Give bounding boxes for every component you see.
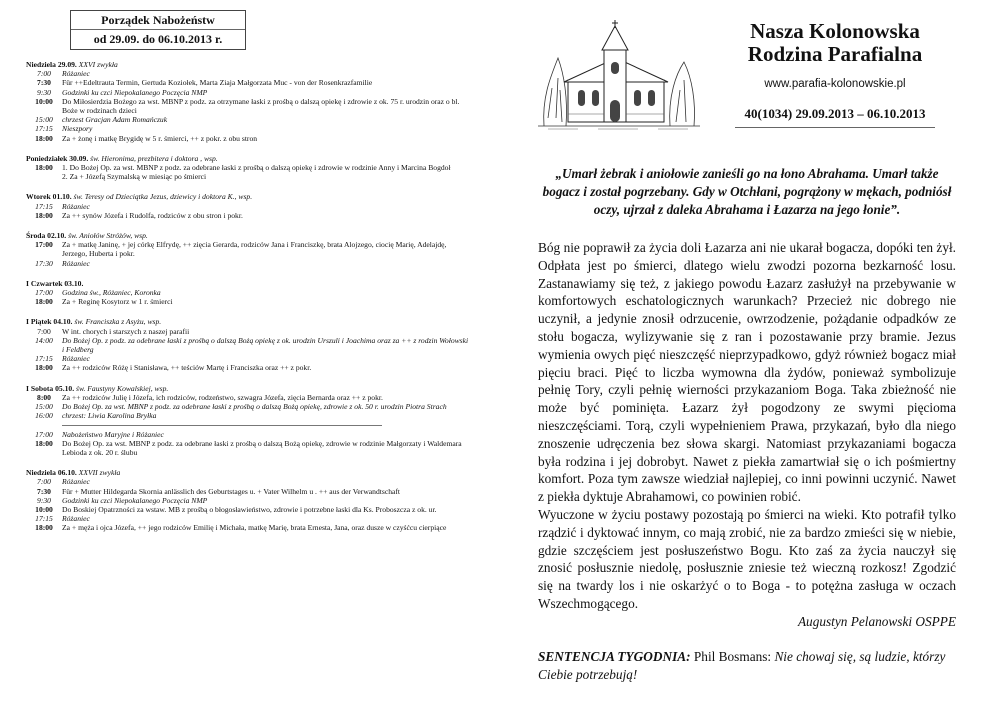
entry-time: 17:15 (35, 124, 53, 134)
bulletin-header (538, 18, 956, 138)
reflection-article (538, 239, 956, 613)
schedule-entry (26, 240, 472, 258)
entry-intention: Godzinki ku czci Niepokalanego Poczęcia NMP (62, 495, 208, 505)
schedule-title: Porządek Nabożeństw (71, 11, 245, 30)
day-header (26, 60, 472, 69)
day-header (26, 231, 472, 240)
schedule-entry (26, 402, 472, 411)
schedule-entry (26, 163, 472, 172)
schedule-day (26, 154, 472, 182)
schedule-dates: od 29.09. do 06.10.2013 r. (93, 32, 223, 46)
day-title: Wtorek 01.10. (26, 192, 72, 202)
day-liturgical-note: XXVII zwykła (78, 468, 121, 478)
entry-time: 18:00 (35, 297, 53, 307)
entry-time: 15:00 (35, 402, 53, 412)
entry-time: 10:00 (35, 96, 53, 106)
sentence-source: Phil Bosmans: (690, 648, 775, 664)
parish-website: www.parafia-kolonowskie.pl (764, 78, 906, 90)
entry-time: 14:00 (35, 335, 53, 345)
entry-intention: 1. Do Bożej Op. za wst. MBNP z podz. za odebrane łaski z prośbą o dalszą opiekę i zdrowie w rodzinie Anny i Marcina Bogdoł (62, 163, 451, 173)
entry-intention: W int. chorych i starszych z naszej parafii (62, 326, 190, 336)
entry-intention: Różaniec (62, 477, 90, 487)
schedule-entry (26, 514, 472, 523)
sentence-label: SENTENCJA TYGODNIA: (538, 648, 691, 664)
day-title: Środa 02.10. (26, 231, 67, 241)
entry-time: 7:00 (37, 477, 51, 487)
church-drawing-icon (538, 18, 700, 130)
entry-time: 18:00 (35, 363, 53, 373)
entry-intention: Nabożeństwo Maryjne i Różaniec (62, 429, 164, 439)
schedule-entry (26, 411, 472, 420)
day-liturgical-note: św. Teresy od Dzieciątka Jezus, dziewicy i doktora K., wsp. (73, 192, 253, 202)
schedule-entry (26, 487, 472, 496)
entry-intention: 2. Za + Józefą Szymalską w miesiąc po śmierci (62, 172, 207, 182)
schedule-entry (26, 259, 472, 268)
schedule-entry (26, 288, 472, 297)
article-paragraph-1: Bóg nie poprawił za życia doli Łazarza ani nie ukarał bogacza, dopóki ten żył. Odpłata jest po śmierci, dlatego wielu zwodzi pozorna bezkarność losu. Zastanawiamy się też, z jakiego powodu Łazarz zasłużył na przebywanie w komfortowych eschatologicznych warunkach? Przecież nic dobrego nie uczynił, a jedynie znosił odrzucenie, owrzodzenie, pożądanie odpadków ze stołu bogacza, wylizywanie się z ran i pozostawanie przy bramie. Jezus wymienia owych pięć nieszczęść nieprzypadkowo, gdyż również bogacz miał pięciu braci. Pięć to liczba wymowna dla żydów, ponieważ symbolizuje pełnię Tory, czyli pełnię wierności przykazaniom Boga. Taka zbieżność nie może być pominięta. Łazarz żył pogodzony ze swymi pięcioma nieszczęściami. Torą, czyli wypełnieniem Prawa, przykazań, było dla niego znoszenie udręczenia bez słowa skargi. Natomiast przykazaniami bogacza była rodzina i jej dobrobyt. Nawet z piekła zamartwiał się o ich pośmiertny komfort. Poza tym zawsze wiedział najlepiej, co inni powinni uczynić. Nawet z piekła dyktuje Abrahamowi, co powinien robić. (538, 240, 956, 505)
entry-intention: Do Bożej Op. z podz. za odebrane łaski z prośbą o dalszą Bożą opiekę z ok. urodzin Urszuli i Joachima oraz za ++ z rodzin Wołowski i Feldberg (62, 335, 469, 355)
day-header (26, 279, 472, 288)
day-header (26, 384, 472, 393)
schedule-entry (26, 430, 472, 439)
day-header (26, 154, 472, 163)
entry-intention: Godzinki ku czci Niepokalanego Poczęcia NMP (62, 87, 208, 97)
schedule-entry (26, 172, 472, 181)
entry-intention: Za + męża i ojca Józefa, ++ jego rodziców Emilię i Michała, matkę Marię, brata Ernesta, Jana, oraz dusze w czyśćcu cierpiące (62, 523, 447, 533)
entry-time: 10:00 (35, 504, 53, 514)
entry-intention: chrzest: Liwia Karolina Bryłka (62, 411, 157, 421)
entry-time: 17:00 (35, 288, 53, 298)
gospel-quote: „Umarł żebrak i aniołowie zanieśli go na łono Abrahama. Umarł także bogacz i został pogrzebany. Gdy w Otchłani, pogrążony w mękach, podniósł oczy, ujrzał z daleka Abrahama i Łazarza na jego łonie”. (542, 166, 952, 217)
entry-intention: Za ++ rodziców Julię i Józefa, ich rodziców, rodzeństwo, szwagra Józefa, zięcia Bernarda oraz ++ z pokr. (62, 392, 383, 402)
schedule-entry (26, 505, 472, 514)
entry-time: 8:00 (37, 392, 51, 402)
day-liturgical-note: św. Franciszka z Asyżu, wsp. (74, 317, 162, 327)
entry-time: 18:00 (35, 523, 53, 533)
schedule-entry (26, 363, 472, 372)
day-liturgical-note: św. Aniołów Stróżów, wsp. (68, 231, 148, 241)
schedule-day (26, 279, 472, 307)
schedule-entry (26, 297, 472, 306)
entry-time: 17:00 (35, 240, 53, 250)
day-header (26, 468, 472, 477)
entry-intention: Za ++ synów Józefa i Rudolfa, rodziców z obu stron i pokr. (62, 210, 243, 220)
entry-time: 9:30 (37, 495, 51, 505)
day-title: Niedziela 06.10. (26, 468, 77, 478)
entry-time: 7:30 (37, 78, 51, 88)
entry-intention: Do Miłosierdzia Bożego za wst. MBNP z podz. za otrzymane łaski z prośbą o dalszą opiekę i zdrowie z ok. 75 r. urodzin oraz o bl. Boże w rodzinach dzieci (62, 96, 460, 116)
schedule-entry (26, 97, 472, 115)
schedule-day (26, 60, 472, 143)
schedule-entry (26, 69, 472, 78)
weekly-sentence (538, 648, 956, 684)
schedule-entry (26, 523, 472, 532)
article-author: Augustyn Pelanowski OSPPE (797, 613, 956, 629)
issue-divider (735, 127, 935, 128)
entry-intention: Różaniec (62, 201, 90, 211)
schedule-entry (26, 439, 472, 457)
day-title: Poniedziałek 30.09. (26, 153, 89, 163)
entry-time: 7:00 (37, 326, 51, 336)
day-title: I Piątek 04.10. (26, 317, 73, 327)
entry-time: 17:00 (35, 429, 53, 439)
entry-intention: Do Boskiej Opatrzności za wstaw. MB z prośbą o błogosławieństwo, zdrowie i potrzebne łaski dla Ks. Proboszcza z ok. ur. (62, 504, 437, 514)
entry-time: 7:30 (37, 486, 51, 496)
schedule-entry (26, 393, 472, 402)
day-liturgical-note: XXVI zwykła (78, 60, 118, 69)
entry-intention: Für ++Edeltrauta Termin, Gertuda Koziołek, Marta Ziaja Małgorzata Muc - von der Rosenkrazfamilie (62, 78, 373, 88)
schedule-day (26, 317, 472, 372)
bulletin-content (538, 18, 956, 684)
day-title: I Czwartek 03.10. (26, 278, 84, 288)
day-header (26, 192, 472, 201)
entry-time: 18:00 (35, 210, 53, 220)
entry-intention: Für + Mutter Hildegarda Skornia anlässlich des Geburtstages u. + Vater Wilhelm u . ++ aus der Verwandtschaft (62, 486, 401, 496)
entry-intention: Za + żonę i matkę Brygidę w 5 r. śmierci, ++ z pokr. z obu stron (62, 133, 258, 143)
entry-time: 17:15 (35, 201, 53, 211)
schedule-entry (26, 115, 472, 124)
entry-divider (62, 425, 382, 426)
day-header (26, 317, 472, 326)
entry-intention: Różaniec (62, 354, 90, 364)
entry-time: 18:00 (35, 133, 53, 143)
entry-time: 7:00 (37, 69, 51, 79)
entry-intention: chrzest Gracjan Adam Romańczuk (62, 115, 168, 125)
entry-intention: Różaniec (62, 258, 90, 268)
entry-time: 17:15 (35, 354, 53, 364)
entry-time: 9:30 (37, 87, 51, 97)
schedule-entry (26, 354, 472, 363)
entry-intention: Różaniec (62, 514, 90, 524)
schedule-entry (26, 327, 472, 336)
schedule-entry (26, 78, 472, 87)
entry-intention: Za + Reginę Kosytorz w 1 r. śmierci (62, 297, 173, 307)
bulletin-masthead (714, 20, 956, 128)
schedule-entry (26, 134, 472, 143)
schedule-entry (26, 336, 472, 354)
schedule-entry (26, 211, 472, 220)
entry-intention: Nieszpory (62, 124, 93, 134)
schedule-day (26, 231, 472, 268)
schedule-entry (26, 88, 472, 97)
day-title: Niedziela 29.09. (26, 60, 77, 69)
entry-intention: Do Bożej Op. za wst. MBNP z podz. za odebrane łaski z prośbą o dalszą Bożą opiekę, zdrowie w rodzinie Małgorzaty i Waldemara Lebioda z ok. 20 r. ślubu (62, 438, 462, 457)
schedule-days (26, 60, 472, 533)
schedule-entry (26, 496, 472, 505)
entry-intention: Za + matkę Janinę, + jej córkę Elfrydę, ++ zięcia Gerarda, rodziców Jana i Franciszkę, brata Alojzego, ciocię Marię, Adelajdę, Jerzego, Huberta i pokr. (62, 240, 447, 259)
issue-number: 40(1034) 29.09.2013 – 06.10.2013 (744, 106, 926, 121)
schedule-entry (26, 202, 472, 211)
schedule-title-box (70, 10, 246, 50)
schedule-entry (26, 124, 472, 133)
entry-intention: Za ++ rodziców Różę i Stanisława, ++ teściów Martę i Franciszka oraz ++ z pokr. (62, 363, 312, 373)
entry-intention: Różaniec (62, 69, 90, 79)
entry-intention: Godzina św., Różaniec, Koronka (62, 288, 161, 298)
parish-name-line2: Rodzina Parafialna (747, 42, 923, 66)
entry-time: 18:00 (35, 163, 53, 173)
schedule-day (26, 192, 472, 220)
entry-intention: Do Bożej Op. za wst. MBNP z podz. za odebrane łaski z prośbą o dalszą Bożą opiekę, zdrowie z ok. 50 r. urodzin Piotra Strach (62, 402, 447, 412)
parish-name-line1: Nasza Kolonowska (750, 19, 920, 43)
entry-time: 17:30 (35, 258, 53, 268)
day-liturgical-note: św. Hieronima, prezbitera i doktora , wsp. (90, 153, 218, 163)
day-title: I Sobota 05.10. (26, 383, 75, 393)
schedule-day (26, 468, 472, 532)
entry-time: 16:00 (35, 411, 53, 421)
article-paragraph-2: Wyuczone w życiu postawy pozostają po śmierci na wieki. Kto potrafił tylko rządzić i dyktować innym, co mają zrobić, nie za bardzo zmieści się w niebie, gdzie szczęściem jest posłuszeństwo Bogu. Kto zaś za życia nauczył się znosić posłusznie niedolę, posłusznie zniesie też wieczną rozkosz! Zgodzić się na twardy los i nie oskarżyć o to Boga - to potężna zasługa w oczach Wszechmogącego. (538, 506, 956, 611)
entry-time: 15:00 (35, 115, 53, 125)
entry-time (26, 172, 62, 181)
mass-schedule (26, 10, 472, 533)
day-liturgical-note: św. Faustyny Kowalskiej, wsp. (76, 383, 169, 393)
sentence-text: Nie chowaj się, są ludzie, którzy Ciebie potrzebują! (538, 648, 946, 682)
schedule-entry (26, 477, 472, 486)
entry-time: 17:15 (35, 514, 53, 524)
schedule-day (26, 384, 472, 457)
entry-time: 18:00 (35, 438, 53, 448)
